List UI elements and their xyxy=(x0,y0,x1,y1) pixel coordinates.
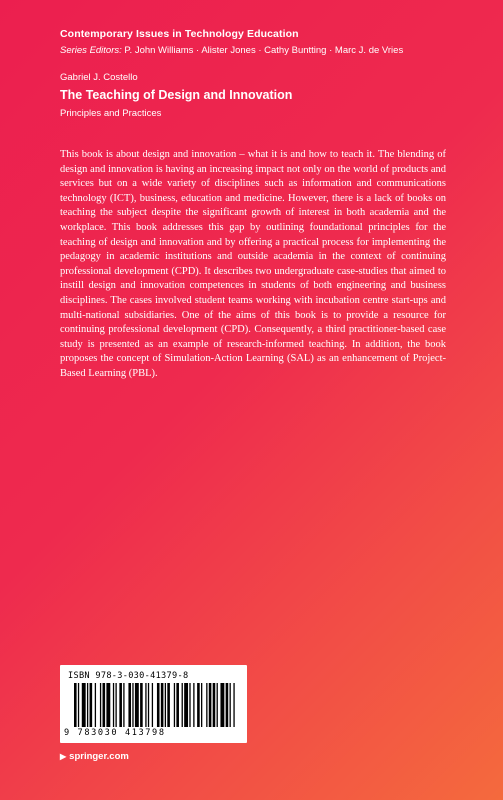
series-editors-label: Series Editors: xyxy=(60,45,122,56)
series-editors-names: P. John Williams · Alister Jones · Cathy Buntting · Marc J. de Vries xyxy=(124,45,404,56)
book-author: Gabriel J. Costello xyxy=(60,72,138,83)
book-title: The Teaching of Design and Innovation xyxy=(60,88,293,102)
book-subtitle: Principles and Practices xyxy=(60,108,162,119)
series-title: Contemporary Issues in Technology Education xyxy=(60,28,299,40)
isbn-label: ISBN 978-3-030-41379-8 xyxy=(68,671,189,681)
isbn-barcode-box xyxy=(60,665,247,743)
barcode-digits: 9 783030 413798 xyxy=(64,728,166,738)
barcode-icon xyxy=(74,683,236,727)
series-editors xyxy=(60,45,403,56)
publisher-url: springer.com xyxy=(69,751,129,762)
triangle-right-icon: ▶ xyxy=(60,752,67,761)
book-blurb: This book is about design and innovation – what it is and how to teach it. The blending of design and innovation is having an increasing impact not only on the world of products and services but on a wide variety of disciplines such as information and communications technology (ICT), business, education and medicine. However, there is a lack of books on teaching the subject despite the significant growth of interest in both academia and the workplace. This book addresses this gap by outlining foundational principles for the teaching of design and innovation and by offering a practical process for implementing the pedagogy in academic institutions and outside academia in the context of continuing professional development (CPD). It describes two undergraduate case-studies that aimed to instill design and innovation competences in students of both engineering and business disciplines. The cases involved student teams working with incubation centre start-ups and multi-national subsidiaries. One of the aims of this book is to provide a resource for continuing professional development (CPD). Consequently, a third practitioner-based case study is presented as an example of research-informed teaching. In addition, the book proposes the concept of Simulation-Action Learning (SAL) as an enhancement of Project-Based Learning (PBL). xyxy=(60,149,446,379)
publisher-link[interactable] xyxy=(60,751,129,762)
